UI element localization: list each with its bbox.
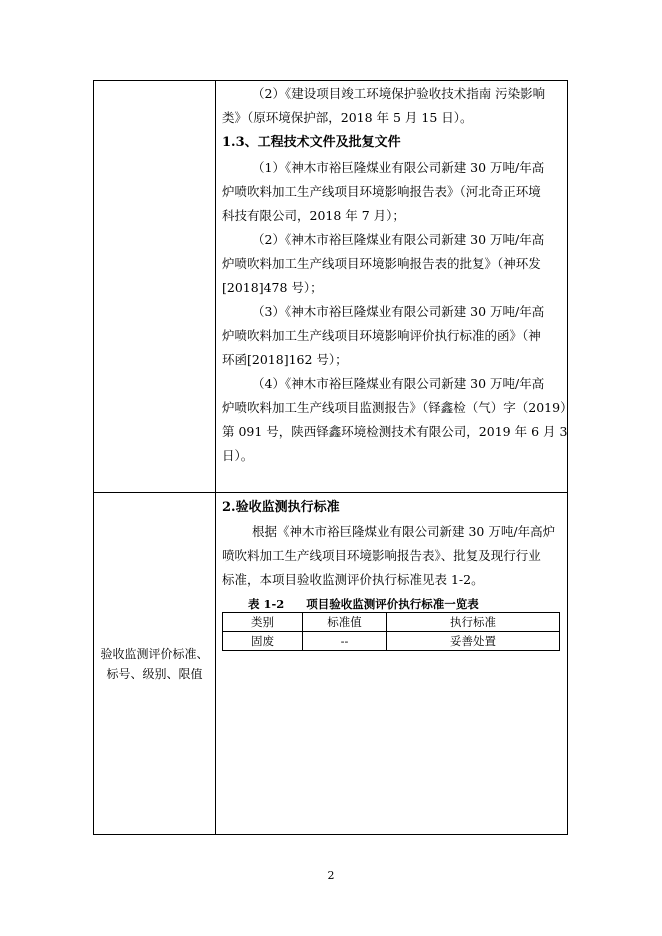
cell-execution-standard: 妥善处置 (387, 632, 560, 651)
item3-line-1: （3）《神木市裕巨隆煤业有限公司新建 30 万吨/年高 (252, 304, 545, 319)
header-execution-standard: 执行标准 (387, 613, 560, 632)
ref2-line-1: （2）《建设项目竣工环境保护验收技术指南 污染影响 (252, 86, 546, 101)
item3-line-2: 炉喷吹料加工生产线项目环境影响评价执行标准的函》（神 (222, 328, 541, 343)
item1-line-3: 科技有限公司，2018 年 7 月）； (222, 208, 405, 223)
paragraph-line-1: 根据《神木市裕巨隆煤业有限公司新建 30 万吨/年高炉 (252, 524, 556, 539)
column-divider (215, 80, 216, 835)
item2-line-1: （2）《神木市裕巨隆煤业有限公司新建 30 万吨/年高 (252, 232, 545, 247)
item4-line-1: （4）《神木市裕巨隆煤业有限公司新建 30 万吨/年高 (252, 376, 545, 391)
cell-category: 固废 (223, 632, 303, 651)
section-heading-2: 2.验收监测执行标准 (222, 500, 340, 515)
item1-line-1: （1）《神木市裕巨隆煤业有限公司新建 30 万吨/年高 (252, 160, 545, 175)
item4-line-3: 第 091 号，陕西铎鑫环境检测技术有限公司，2019 年 6 月 3 (222, 424, 568, 439)
section-heading-1-3: 1.3、工程技术文件及批复文件 (222, 135, 401, 150)
table-header-row (223, 613, 560, 632)
header-standard-value: 标准值 (303, 613, 387, 632)
table-caption (248, 596, 479, 612)
table-caption-title: 项目验收监测评价执行标准一览表 (306, 597, 479, 611)
item2-line-3: [2018]478 号）； (222, 280, 323, 295)
item3-line-3: 环函[2018]162 号）； (222, 352, 348, 367)
cell-standard-value: -- (303, 632, 387, 651)
item1-line-2: 炉喷吹料加工生产线项目环境影响报告表》（河北奇正环境 (222, 184, 541, 199)
table-row (223, 632, 560, 651)
paragraph-line-3: 标准，本项目验收监测评价执行标准见表 1-2。 (222, 572, 484, 587)
ref2-line-2: 类》（原环境保护部，2018 年 5 月 15 日）。 (222, 110, 473, 125)
standards-table (222, 612, 560, 651)
table-caption-number: 表 1-2 (248, 597, 285, 611)
item4-line-4: 日）。 (222, 448, 254, 463)
paragraph-line-2: 喷吹料加工生产线项目环境影响报告表》、批复及现行行业 (222, 548, 541, 563)
item2-line-2: 炉喷吹料加工生产线项目环境影响报告表的批复》（神环发 (222, 256, 541, 271)
criteria-label-cell (94, 493, 215, 834)
item4-line-2: 炉喷吹料加工生产线项目监测报告》（铎鑫检（气）字（2019） (222, 400, 573, 415)
header-category: 类别 (223, 613, 303, 632)
page-number: 2 (327, 869, 335, 882)
criteria-label: 验收监测评价标准、标号、级别、限值 (100, 646, 209, 681)
